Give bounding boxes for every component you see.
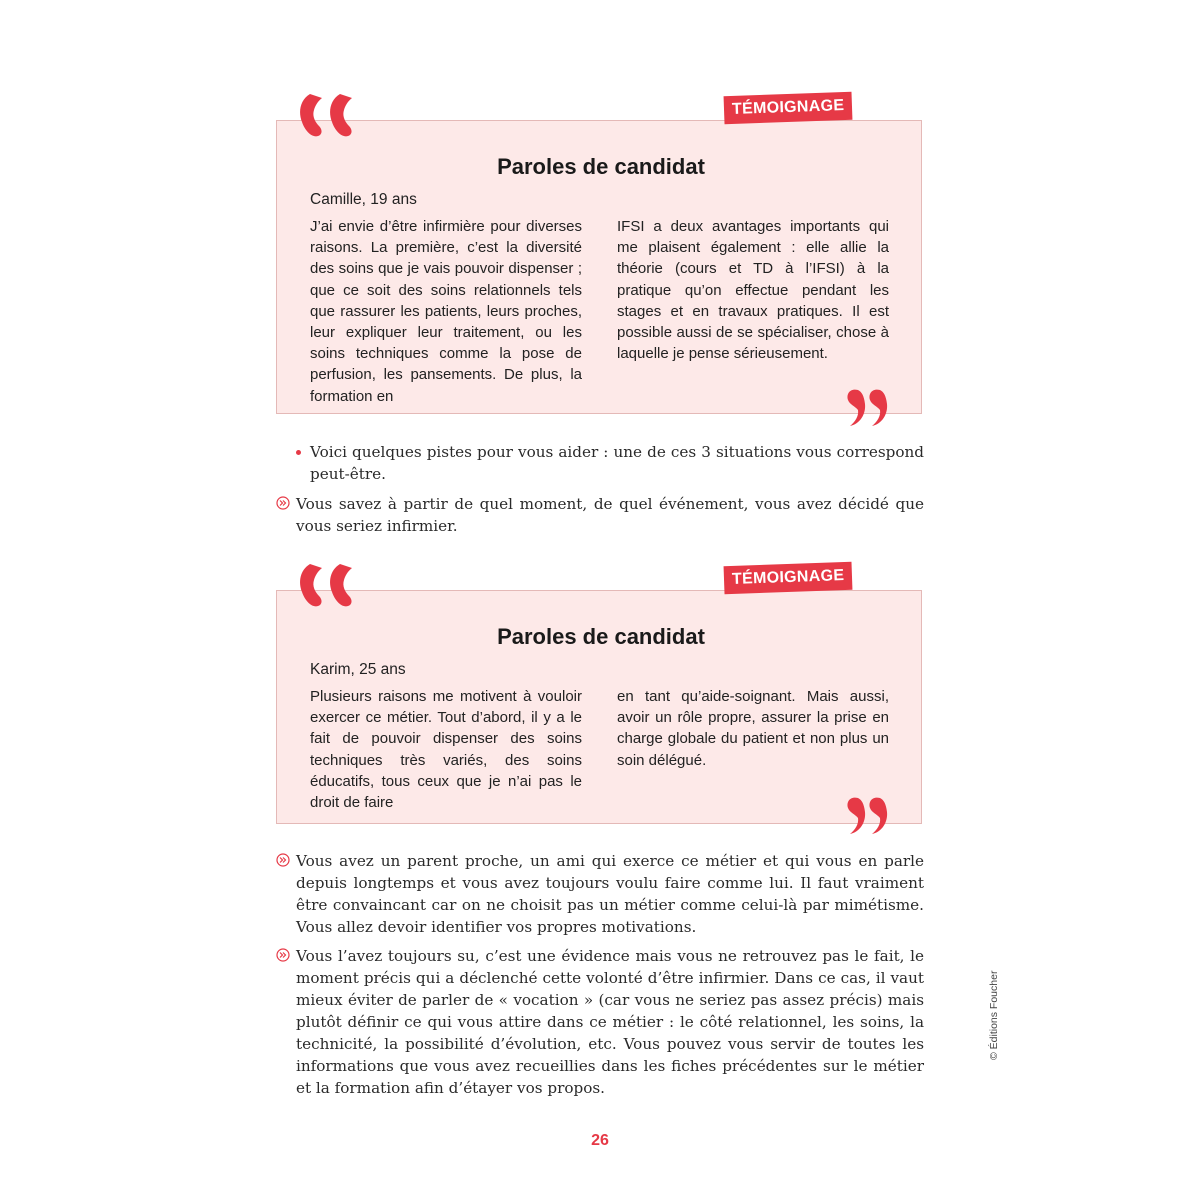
testimony-box-2	[270, 560, 932, 840]
situation-2-text: Vous avez un parent proche, un ami qui exerce ce métier et qui vous en parle depuis longtemps et vous avez toujours voulu faire comme lui. Il faut vraiment être convaincant car on ne choisit pas un métier comme celui-là par mimétisme. Vous allez devoir identifier vos propres motivations.	[296, 852, 924, 936]
open-quote-icon	[296, 86, 366, 146]
testimony-title: Paroles de candidat	[497, 624, 705, 649]
testimony-box-1	[270, 90, 932, 430]
situation-1-text: Vous savez à partir de quel moment, de quel événement, vous avez décidé que vous seriez infirmier.	[296, 495, 924, 535]
testimony-text-col2: IFSI a deux avantages importants qui me plaisent également : elle allie la théorie (cours et TD à l’IFSI) à la pratique qu’on effectue pendant les stages et en travaux pratiques. Il est possible aussi de se spécialiser, chose à laquelle je pense sérieusement.	[617, 218, 889, 363]
open-quote-icon	[296, 556, 366, 616]
chevron-bullet-icon	[276, 853, 290, 867]
testimony-title: Paroles de candidat	[497, 154, 705, 179]
close-quote-icon	[844, 794, 894, 838]
testimony-tag: TÉMOIGNAGE	[723, 562, 852, 594]
testimony-text-col1: J’ai envie d’être infirmière pour diverses raisons. La première, c’est la diversité des soins que je vais pouvoir dispenser ; que ce soit des soins relationnels tels que rassurer les patients, leurs proches, leur expliquer leur traitement, ou les soins techniques comme la pose de perfusion, les pansements. De plus, la formation en	[310, 218, 582, 405]
chevron-bullet-icon	[276, 496, 290, 510]
page-number: 26	[591, 1132, 609, 1149]
chevron-bullet-icon	[276, 948, 290, 962]
situation-3-text: Vous l’avez toujours su, c’est une évidence mais vous ne retrouvez pas le fait, le moment précis qui a déclenché cette volonté d’être infirmier. Dans ce cas, il vaut mieux éviter de parler de « vocation » (car vous ne seriez pas assez précis) mais plutôt définir ce qui vous attire dans ce métier : le côté relationnel, les soins, la technicité, la possibilité d’évolution, etc. Vous pouvez vous servir de toutes les informations que vous avez recueillies dans les fiches précédentes sur le métier et la formation afin d’étayer vos propos.	[296, 947, 924, 1097]
copyright-text: © Éditions Foucher	[988, 970, 1000, 1060]
close-quote-icon	[844, 386, 894, 430]
testimony-author: Karim, 25 ans	[310, 661, 406, 678]
bullet-intro-text: Voici quelques pistes pour vous aider : une de ces 3 situations vous correspond peut-être.	[310, 443, 924, 483]
dot-bullet-icon	[296, 450, 301, 455]
testimony-text-col1: Plusieurs raisons me motivent à vouloir exercer ce métier. Tout d’abord, il y a le fait de pouvoir dispenser des soins techniques très variés, des soins éducatifs, tous ceux que je n’ai pas le droit de faire	[310, 688, 582, 812]
testimony-author: Camille, 19 ans	[310, 191, 417, 208]
testimony-tag: TÉMOIGNAGE	[723, 92, 852, 124]
testimony-text-col2: en tant qu’aide-soignant. Mais aussi, avoir un rôle propre, assurer la prise en charge globale du patient et non plus un soin délégué.	[617, 688, 889, 769]
